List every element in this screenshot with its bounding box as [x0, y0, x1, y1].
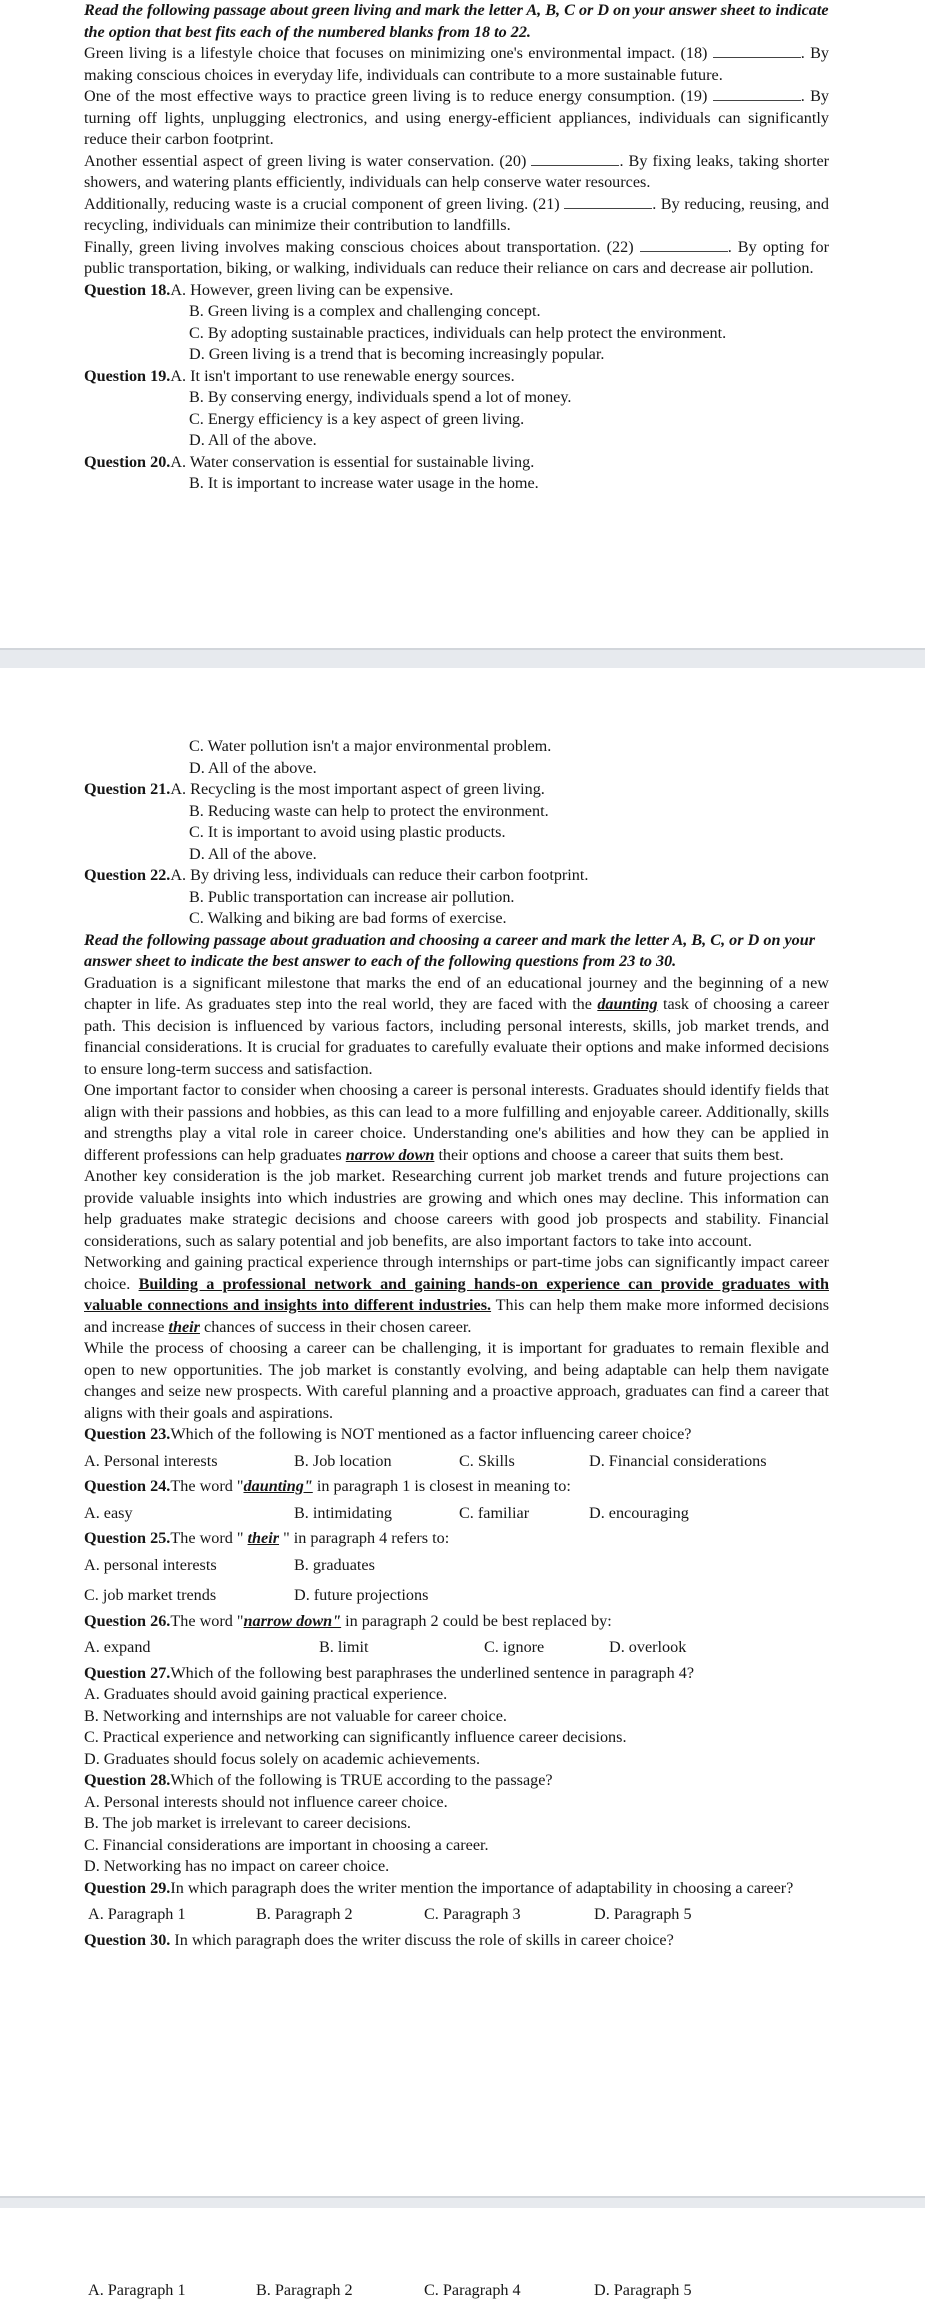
option-c[interactable]: C. Energy efficiency is a key aspect of green living. [189, 409, 525, 428]
question-30 [84, 1930, 829, 1952]
option-b[interactable]: B. Paragraph 2 [256, 2281, 353, 2299]
option-a[interactable]: A. Recycling is the most important aspect of green living. [170, 780, 545, 798]
question-text: Which of the following is NOT mentioned as a factor influencing career choice? [170, 1425, 692, 1443]
question-label: Question 28. [84, 1771, 171, 1789]
option-d[interactable]: D. Financial considerations [589, 1451, 767, 1470]
passage-paragraph-2: One of the most effective ways to practice green living is to reduce energy consumption. (19) . By turning off lights, unplugging electronics, and using energy-efficient appliances, individuals can significantly reduce their carbon footprint. [84, 87, 829, 148]
question-21 [84, 779, 829, 865]
option-b[interactable]: B. By conserving energy, individuals spend a lot of money. [189, 388, 572, 406]
question-20 [84, 452, 829, 495]
options-row [84, 1632, 829, 1663]
option-d[interactable]: D. Green living is a trend that is becoming increasingly popular. [189, 345, 605, 363]
question-25: Question 25.The word " their " in paragraph 4 refers to: A. personal interests B. graduates C. job market trends D. future projections [84, 1528, 829, 1611]
question-label: Question 20. [84, 452, 171, 471]
page-section-1 [0, 0, 925, 495]
option-a[interactable]: A. It isn't important to use renewable energy sources. [170, 366, 515, 385]
passage-paragraph-3: Another essential aspect of green living is water conservation. (20) . By fixing leaks, taking shorter showers, and watering plants efficiently, individuals can help conserve water resources. [84, 151, 830, 191]
page-gap [0, 2198, 925, 2208]
blank-20 [531, 151, 619, 166]
question-19 [84, 366, 829, 452]
question-label: Question 30. [84, 1930, 171, 1949]
options-row [84, 1498, 829, 1529]
option-c[interactable]: C. Financial considerations are important in choosing a career. [84, 1835, 489, 1854]
options-row [84, 1580, 829, 1611]
option-b[interactable]: B. intimidating [294, 1503, 393, 1522]
option-b[interactable]: B. limit [319, 1638, 369, 1656]
page-gap [0, 650, 925, 668]
question-20-continued [84, 736, 829, 779]
question-text: Which of the following best paraphrases the underlined sentence in paragraph 4? [170, 1663, 695, 1682]
option-a[interactable]: A. Paragraph 1 [88, 1905, 186, 1923]
option-a[interactable]: A. Paragraph 1 [88, 2281, 186, 2299]
option-b[interactable]: B. Public transportation can increase air pollution. [189, 887, 515, 906]
graduation-paragraph-1: Graduation is a significant milestone that marks the end of an educational journey and the beginning of a new chapter in life. As graduates step into the real world, they are faced with the daunting task of choosing a career path. This decision is influenced by various factors, including personal interests, skills, job market trends, and financial considerations. It is crucial for graduates to carefully evaluate their options and make informed decisions to ensure long-term success and satisfaction. [84, 973, 830, 1078]
option-a[interactable]: A. However, green living can be expensive. [170, 280, 454, 299]
option-c[interactable]: C. Paragraph 4 [424, 2281, 521, 2299]
option-a[interactable]: A. personal interests [84, 1555, 217, 1574]
option-b[interactable]: B. The job market is irrelevant to career decisions. [84, 1814, 411, 1832]
instruction-green-living: Read the following passage about green living and mark the letter A, B, C or D on your answer sheet to indicate the option that best fits each of the numbered blanks from 18 to 22. [84, 1, 829, 41]
graduation-paragraph-5: While the process of choosing a career can be challenging, it is important for graduates to remain flexible and open to new opportunities. The job market is constantly evolving, and being adaptable can help them navigate changes and seize new prospects. With careful planning and a proactive approach, graduates can find a career that aligns with their goals and aspirations. [84, 1339, 829, 1422]
question-label: Question 23. [84, 1425, 171, 1443]
option-d[interactable]: D. encouraging [589, 1503, 689, 1522]
options-row [84, 1550, 829, 1581]
option-b[interactable]: B. Reducing waste can help to protect the environment. [189, 801, 549, 820]
passage-paragraph-4: Additionally, reducing waste is a crucial component of green living. (21) . By reducing, reusing, and recycling, individuals can minimize their contribution to landfills. [84, 194, 829, 234]
options-row [84, 1446, 829, 1477]
question-label: Question 21. [84, 780, 171, 798]
graduation-paragraph-3: Another key consideration is the job market. Researching current job market trends and future projections can provide valuable insights into which industries are growing and which ones may decline. This information can help graduates make strategic decisions and choose careers with good job prospects and stability. Financial considerations, such as salary potential and job benefits, are also important factors to take into account. [84, 1167, 829, 1250]
option-c[interactable]: C. Paragraph 3 [424, 1905, 521, 1923]
question-29 [84, 1878, 829, 1930]
option-a[interactable]: A. Personal interests [84, 1451, 218, 1470]
word-daunting: daunting [597, 995, 658, 1013]
passage-paragraph-1: Green living is a lifestyle choice that focuses on minimizing one's environmental impact. (18) . By making conscious choices in everyday life, individuals can contribute to a more sustainable future. [84, 44, 829, 84]
option-c[interactable]: C. job market trends [84, 1586, 217, 1604]
option-c[interactable]: C. ignore [484, 1638, 545, 1656]
option-c[interactable]: C. Skills [459, 1451, 515, 1470]
option-a[interactable]: A. easy [84, 1503, 133, 1522]
question-27 [84, 1663, 829, 1771]
question-text: Which of the following is TRUE according to the passage? [170, 1771, 553, 1789]
page-section-2 [0, 736, 925, 1951]
option-d[interactable]: D. All of the above. [189, 758, 317, 777]
question-label: Question 26. [84, 1611, 171, 1630]
underlined-sentence: Building a professional network and gaining hands-on experience can provide graduates with valuable connections and insights into different industries. [84, 1274, 829, 1314]
option-c[interactable]: C. familiar [459, 1503, 530, 1522]
question-label: Question 25. [84, 1529, 171, 1547]
option-b[interactable]: B. Green living is a complex and challenging concept. [189, 302, 541, 320]
page-section-3 [0, 2280, 925, 2306]
question-label: Question 18. [84, 280, 171, 299]
question-28 [84, 1770, 829, 1878]
word-their: their [168, 1317, 200, 1336]
option-d[interactable]: D. overlook [609, 1638, 687, 1656]
option-b[interactable]: B. Paragraph 2 [256, 1905, 353, 1923]
question-22 [84, 865, 829, 930]
option-a[interactable]: A. Water conservation is essential for sustainable living. [170, 452, 535, 471]
word-narrow-down-ref: narrow down" [243, 1611, 342, 1630]
option-d[interactable]: D. Graduates should focus solely on academic achievements. [84, 1749, 481, 1768]
passage-paragraph-5: Finally, green living involves making conscious choices about transportation. (22) . By opting for public transportation, biking, or walking, individuals can reduce their reliance on cars and decrease air pollution. [84, 237, 830, 277]
option-c[interactable]: C. Water pollution isn't a major environmental problem. [189, 737, 552, 755]
option-d[interactable]: D. future projections [294, 1586, 429, 1604]
word-daunting-ref: daunting" [243, 1477, 313, 1495]
question-text: In which paragraph does the writer discuss the role of skills in career choice? [170, 1930, 674, 1949]
option-d[interactable]: D. Paragraph 5 [594, 2281, 692, 2299]
option-b[interactable]: B. graduates [294, 1555, 375, 1574]
option-a[interactable]: A. Graduates should avoid gaining practical experience. [84, 1685, 448, 1703]
question-label: Question 24. [84, 1477, 171, 1495]
question-18 [84, 280, 829, 366]
option-c[interactable]: C. By adopting sustainable practices, individuals can help protect the environment. [189, 323, 727, 342]
options-row [84, 1899, 829, 1930]
option-d[interactable]: D. All of the above. [189, 431, 317, 449]
blank-21 [564, 194, 652, 209]
option-b[interactable]: B. It is important to increase water usage in the home. [189, 474, 539, 492]
blank-19 [713, 86, 801, 101]
question-24: Question 24.The word "daunting" in paragraph 1 is closest in meaning to: A. easy B. intimidating C. familiar D. encouraging [84, 1476, 829, 1528]
option-b[interactable]: B. Job location [294, 1451, 392, 1470]
question-26: Question 26.The word "narrow down" in paragraph 2 could be best replaced by: A. expand B. limit C. ignore D. overlook [84, 1611, 829, 1663]
question-label: Question 19. [84, 366, 171, 385]
option-a[interactable]: A. By driving less, individuals can reduce their carbon footprint. [170, 866, 589, 884]
question-label: Question 22. [84, 866, 171, 884]
option-d[interactable]: D. All of the above. [189, 844, 317, 863]
question-23 [84, 1424, 829, 1476]
word-their-ref: their [247, 1529, 280, 1547]
blank-18 [713, 43, 801, 58]
option-c[interactable]: C. Walking and biking are bad forms of exercise. [189, 909, 507, 927]
blank-22 [640, 237, 728, 252]
question-label: Question 29. [84, 1878, 171, 1897]
option-b[interactable]: B. Networking and internships are not valuable for career choice. [84, 1706, 507, 1725]
question-30-options [84, 2280, 829, 2306]
option-d[interactable]: D. Paragraph 5 [594, 1905, 692, 1923]
option-a[interactable]: A. expand [84, 1638, 151, 1656]
graduation-paragraph-4: Networking and gaining practical experience through internships or part-time jobs can significantly impact career choice. Building a professional network and gaining hands-on experience can provide graduates with valuable connections and insights into different industries. This can help them make more informed decisions and increase their chances of success in their chosen career. [84, 1253, 830, 1336]
graduation-paragraph-2: One important factor to consider when choosing a career is personal interests. Graduates should identify fields that align with their passions and hobbies, as this can lead to a more fulfilling and enjoyable career. Additionally, skills and strengths play a vital role in career choice. Understanding one's abilities and how they can be applied in different professions can help graduates narrow down their options and choose a career that suits them best. [84, 1081, 829, 1164]
option-c[interactable]: C. Practical experience and networking can significantly influence career decisions. [84, 1728, 627, 1746]
instruction-graduation: Read the following passage about graduation and choosing a career and mark the letter A, B, C, or D on your answer sheet to indicate the best answer to each of the following questions from 23 to 30. [84, 930, 816, 970]
option-c[interactable]: C. It is important to avoid using plastic products. [189, 823, 506, 841]
option-d[interactable]: D. Networking has no impact on career choice. [84, 1857, 390, 1875]
question-text: In which paragraph does the writer mention the importance of adaptability in choosing a career? [170, 1878, 794, 1897]
word-narrow-down: narrow down [345, 1145, 435, 1164]
option-a[interactable]: A. Personal interests should not influence career choice. [84, 1792, 448, 1811]
question-label: Question 27. [84, 1663, 171, 1682]
